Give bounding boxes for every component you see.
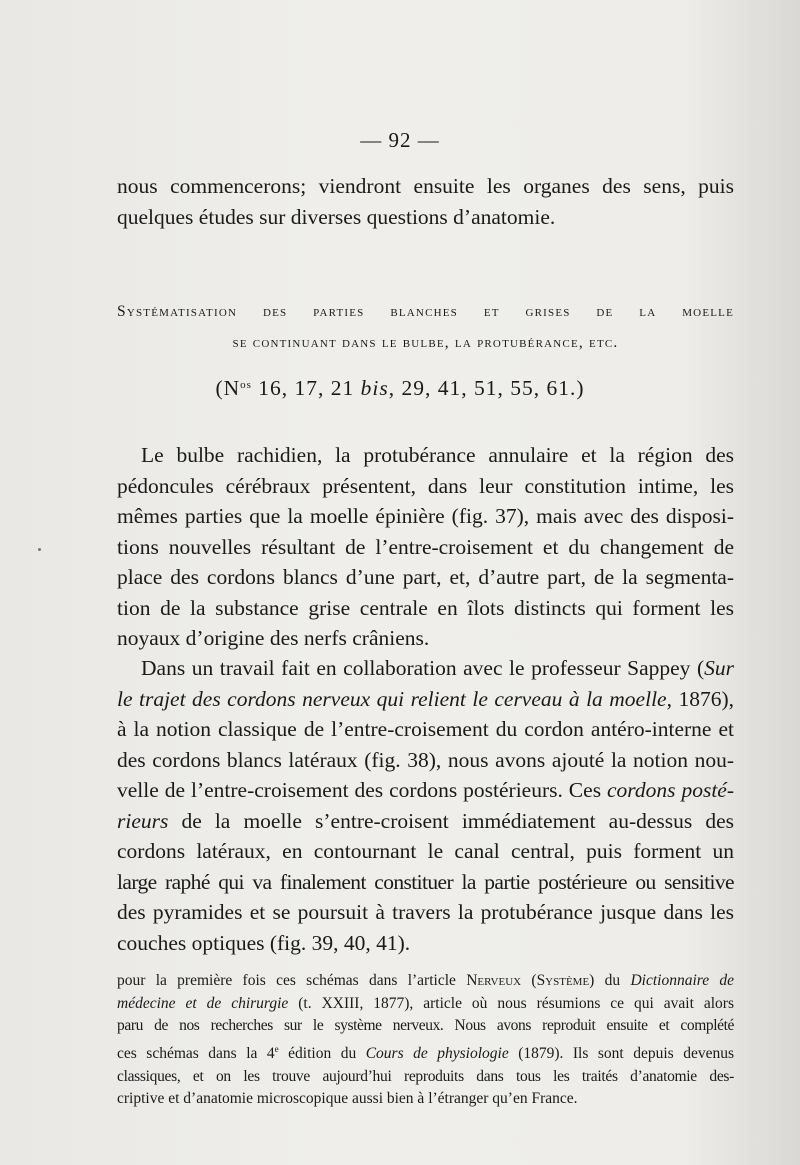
refs-prefix: (N (215, 376, 241, 400)
section-heading (117, 296, 734, 358)
refs-bis: bis (360, 376, 389, 400)
text-run: édition du (278, 1044, 366, 1062)
body-line: à la notion classique de l’entre-croisement du cordon antéro-interne et (117, 717, 734, 741)
body-line: des cordons blancs latéraux (fig. 38), nous avons ajouté la notion nou- (117, 747, 734, 772)
body-paragraph-2 (117, 653, 734, 958)
body-line: noyaux d’origine des nerfs crâniens. (117, 626, 430, 650)
refs-numbers-end: , 29, 41, 51, 55, 61.) (388, 376, 585, 400)
body-line (117, 775, 734, 806)
refs-superscript: os (240, 379, 252, 391)
body-line (117, 653, 734, 684)
italic-run: Dictionnaire de (630, 972, 735, 989)
text-run: Dans un travail fait en collaboration avec le professeur Sappey ( (141, 656, 705, 680)
italic-run: cordons posté- (607, 778, 734, 802)
smallcaps-run: Nerveux (Système) (466, 972, 595, 989)
footnote-line: criptive et d’anatomie microscopique aussi bien à l’étranger qu’en France. (117, 1090, 578, 1108)
body-line: mêmes parties que la moelle épinière (fig. 37), mais avec des disposi- (117, 504, 734, 528)
body-line: place des cordons blancs d’une part, et, d’autre part, de la segmenta- (117, 565, 734, 589)
text-run: (1879). Ils sont depuis devenus (508, 1044, 734, 1062)
intro-paragraph (117, 171, 734, 232)
italic-run: médecine et de chirurgie (117, 994, 289, 1012)
footnote-line: paru de nos recherches sur le système nerveux. Nous avons reproduit ensuite et complété (117, 1017, 734, 1035)
italic-run: rieurs (117, 808, 169, 833)
body-line: pédoncules cérébraux présentent, dans leur constitution intime, les (117, 473, 734, 498)
section-heading-line: Systématisation des parties blanches et grises de la moelle (117, 303, 734, 320)
body-line: large raphé qui va finalement constituer la partie postérieure ou sensitive (117, 869, 734, 894)
footnote-line (117, 970, 734, 993)
body-line: Le bulbe rachidien, la protubérance annulaire et la région des (141, 443, 734, 467)
refs-numbers: 16, 17, 21 (251, 376, 361, 400)
body-line: des pyramides et se poursuit à travers la protubérance jusque dans les (117, 900, 734, 924)
body-line: tion de la substance grise centrale en îlots distincts qui forment les (117, 595, 734, 620)
footnote-line (117, 993, 734, 1016)
superscript: e (274, 1043, 279, 1054)
body-paragraph-1 (117, 440, 734, 654)
text-run: , 1876), (666, 686, 734, 711)
text-run: velle de l’entre-croisement des cordons postérieurs. Ces (117, 778, 608, 802)
text-run: du (594, 972, 631, 989)
intro-line: quelques études sur diverses questions d’anatomie. (117, 204, 556, 229)
footnote-line (117, 1038, 734, 1066)
text-run: (t. XXIII, 1877), article où nous résumions ce qui avait alors (288, 994, 734, 1012)
italic-run: le trajet des cordons nerveux qui relient le cerveau à la moelle (117, 686, 667, 711)
reference-numbers (0, 376, 800, 401)
intro-line: nous commencerons; viendront ensuite les organes des sens, puis (117, 174, 734, 198)
page-number: — 92 — (360, 128, 440, 152)
scan-speck (38, 548, 41, 551)
section-heading-line: se continuant dans le bulbe, la protubérance, etc. (232, 334, 619, 351)
text-run: pour la première fois ces schémas dans l’article (117, 972, 467, 989)
body-line: cordons latéraux, en contournant le canal central, puis forment un (117, 839, 734, 863)
body-line (117, 684, 734, 715)
body-line: couches optiques (fig. 39, 40, 41). (117, 930, 411, 955)
body-line: tions nouvelles résultant de l’entre-croisement et du changement de (117, 534, 734, 559)
text-run: de la moelle s’entre-croisent immédiatement au-dessus des (168, 808, 734, 833)
text-run: ces schémas dans la 4 (117, 1044, 275, 1062)
italic-run: Cours de physiologie (365, 1044, 509, 1062)
footnote (117, 970, 734, 1111)
body-line (117, 806, 734, 837)
italic-run: Sur (704, 656, 734, 680)
footnote-line: classiques, et on les trouve aujourd’hui reproduits dans tous les traités d’anatomie des- (117, 1067, 734, 1085)
